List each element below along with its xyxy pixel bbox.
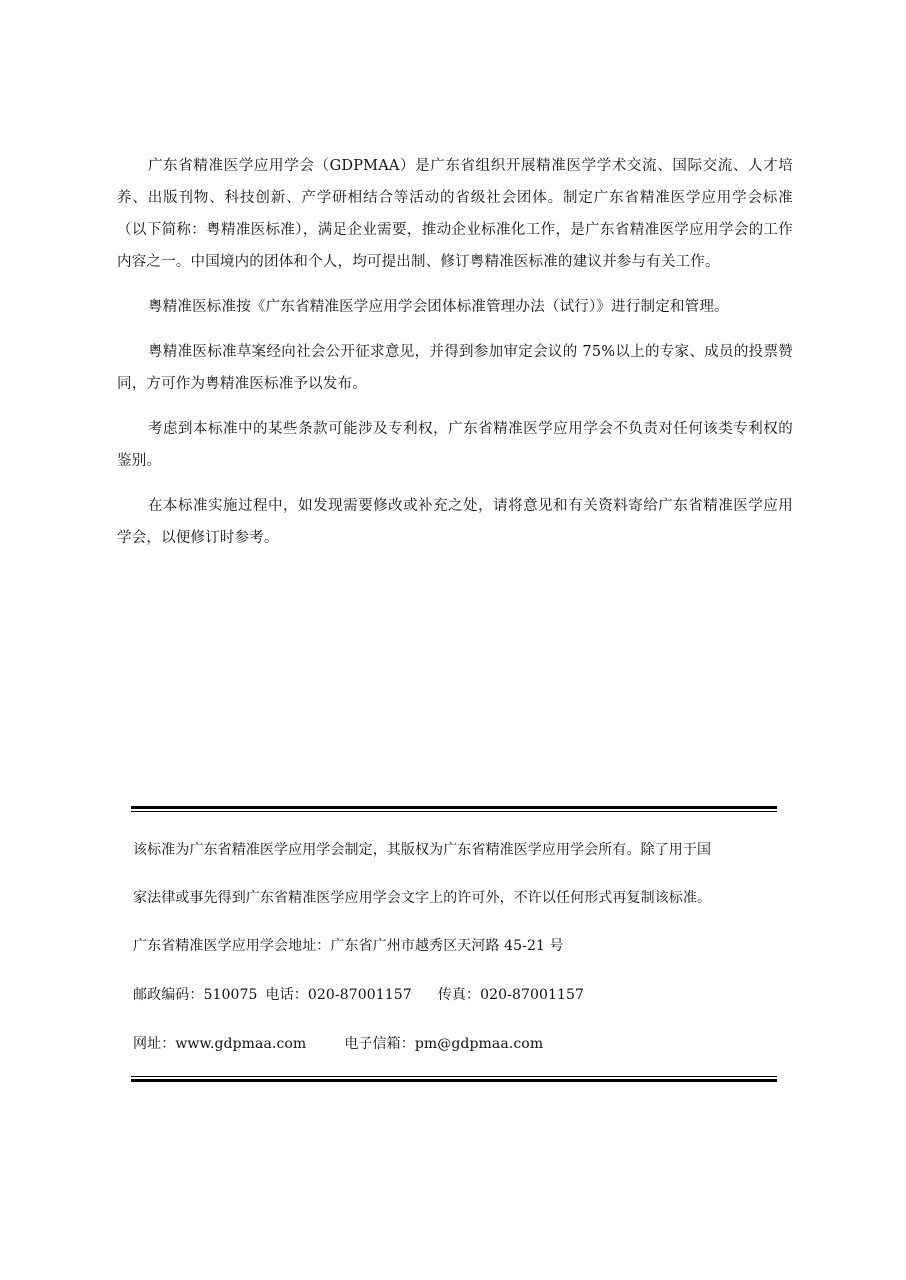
address-line: 广东省精准医学应用学会地址：广东省广州市越秀区天河路 45-21 号	[133, 938, 564, 954]
foreword-paragraph-approval: 粤精准医标准草案经向社会公开征求意见，并得到参加审定会议的 75%以上的专家、成员的投票赞同，方可作为粤精准医标准予以发布。	[117, 344, 793, 392]
foreword-paragraph-feedback: 在本标准实施过程中，如发现需要修改或补充之处，请将意见和有关资料寄给广东省精准医学应用学会，以便修订时参考。	[117, 498, 793, 546]
fax-value: 020-87001157	[480, 987, 585, 1003]
phone-value: 020-87001157	[307, 987, 412, 1003]
website-link[interactable]: www.gdpmaa.com	[175, 1036, 307, 1052]
copyright-statement-line-1: 该标准为广东省精准医学应用学会制定，其版权为广东省精准医学应用学会所有。除了用于国	[133, 842, 712, 858]
website-label: 网址：	[133, 1036, 176, 1052]
web-line	[133, 1032, 777, 1057]
foreword-paragraph-management: 粤精准医标准按《广东省精准医学应用学会团体标准管理办法（试行）》进行制定和管理。	[148, 299, 729, 315]
copyright-box	[131, 806, 777, 1082]
copyright-statement-line-2: 家法律或事先得到广东省精准医学应用学会文字上的许可外，不许以任何形式再复制该标准。	[133, 890, 712, 906]
email-label: 电子信箱：	[344, 1036, 415, 1052]
fax-label: 传真：	[437, 987, 481, 1003]
postcode-label: 邮政编码：	[133, 987, 204, 1003]
postcode-value: 510075	[203, 987, 258, 1003]
foreword-paragraph-patent: 考虑到本标准中的某些条款可能涉及专利权，广东省精准医学应用学会不负责对任何该类专利权的鉴别。	[117, 421, 793, 469]
foreword-paragraph-intro: 广东省精准医学应用学会（GDPMAA）是广东省组织开展精准医学学术交流、国际交流、人才培养、出版刊物、科技创新、产学研相结合等活动的省级社会团体。制定广东省精准医学应用学会标准（以下简称：粤精准医标准），满足企业需要，推动企业标准化工作，是广东省精准医学应用学会的工作内容之一。中国境内的团体和个人，均可提出制、修订粤精准医标准的建议并参与有关工作。	[117, 158, 793, 270]
phone-label: 电话：	[265, 987, 308, 1003]
email-link[interactable]: pm@gdpmaa.com	[414, 1036, 544, 1052]
copyright-body	[131, 812, 777, 1076]
foreword-section	[117, 150, 793, 567]
contact-line	[133, 983, 777, 1008]
copyright-bottom-rule	[131, 1076, 777, 1082]
copyright-top-rule	[131, 806, 777, 812]
